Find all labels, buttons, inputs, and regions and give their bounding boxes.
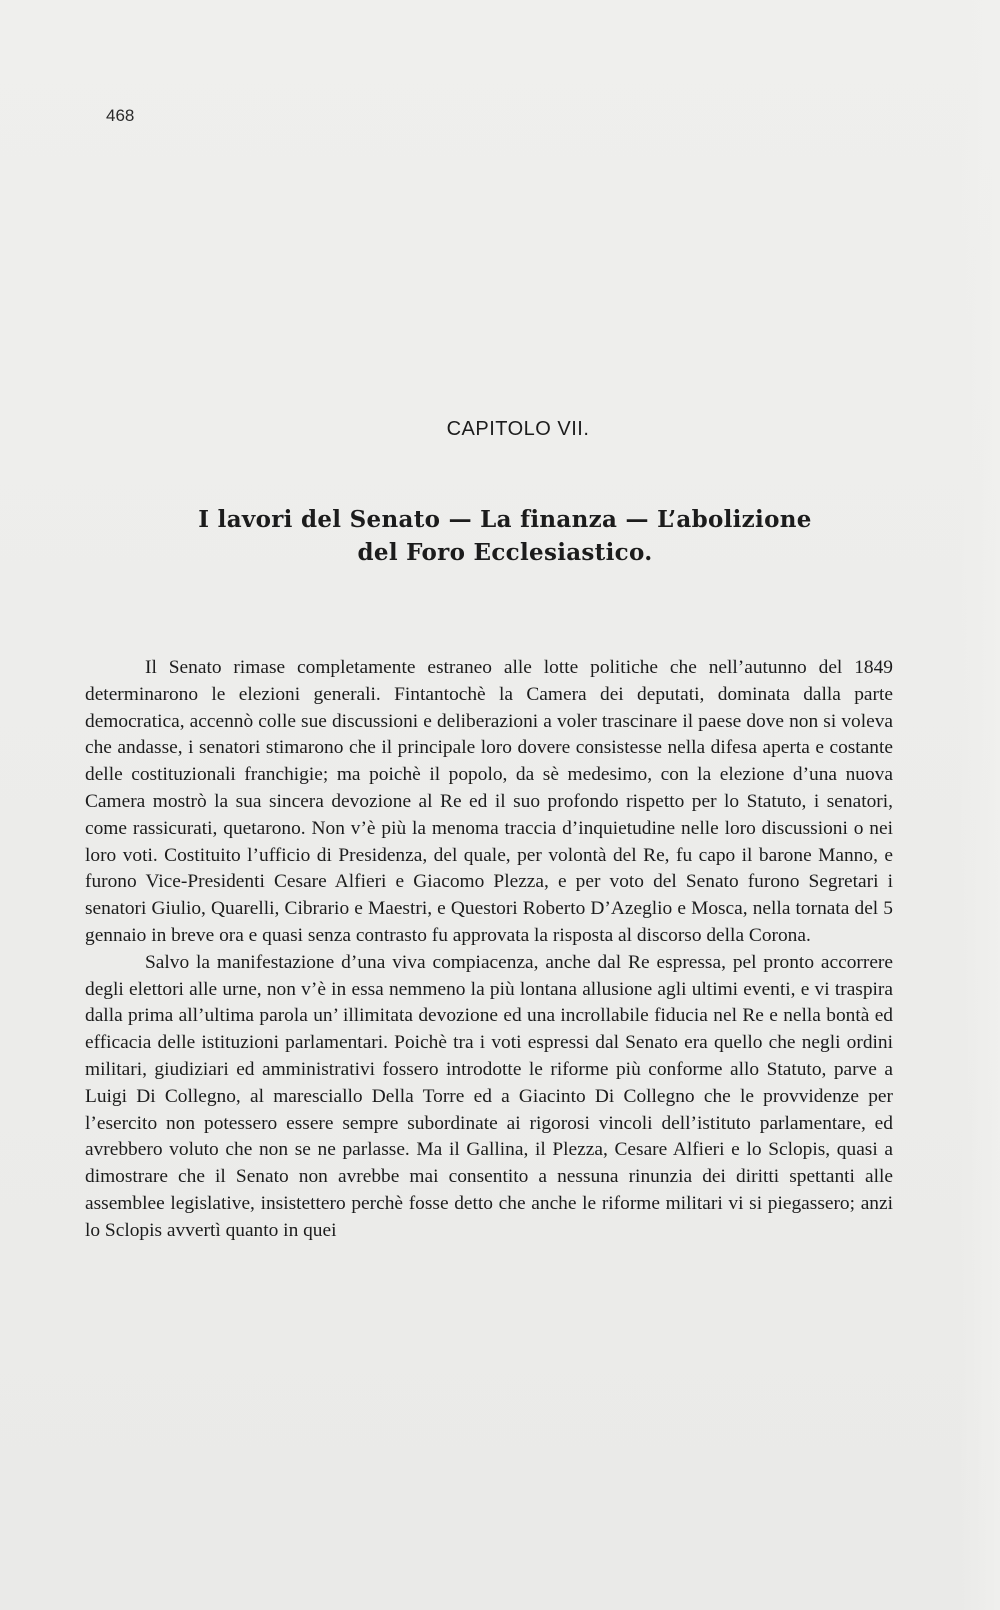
- paragraph-1: Il Senato rimase completamente estraneo alle lotte politiche che nell’autunno del 1849 determinarono le elezioni generali. Fintantochè la Camera dei deputati, dominata dalla parte democratica, accennò colle sue discussioni e deliberazioni a voler trascinare il paese dove non si voleva che andasse, i senatori stimarono che il principale loro dovere consistesse nella difesa aperta e costante delle costituzionali franchigie; ma poichè il popolo, da sè medesimo, con la elezione d’una nuova Camera mostrò la sua sincera devozione al Re ed il suo profondo rispetto per lo Statuto, i senatori, come rassicurati, quetarono. Non v’è più la menoma traccia d’inquietudine nelle loro discussioni o nei loro voti. Costituito l’ufficio di Presidenza, del quale, per volontà del Re, fu capo il barone Manno, e furono Vice-Presidenti Cesare Alfieri e Giacomo Plezza, e per voto del Senato furono Segretari i senatori Giulio, Quarelli, Cibrario e Maestri, e Questori Roberto D’Azeglio e Mosca, nella tornata del 5 gennaio in breve ora e quasi senza contrasto fu approvata la risposta al discorso della Corona.: [85, 657, 893, 946]
- paragraph-2: Salvo la manifestazione d’una viva compiacenza, anche dal Re espressa, pel pronto accorrere degli elettori alle urne, non v’è in essa nemmeno la più lontana allusione agli ultimi eventi, e vi traspira dalla prima all’ultima parola un’ illimitata devozione ed una incrollabile fiducia nel Re e nella bontà ed efficacia delle istituzioni parlamentari. Poichè tra i voti espressi dal Senato era quello che negli ordini militari, giudiziari ed amministrativi fossero introdotte le riforme più conforme allo Statuto, parve a Luigi Di Collegno, al maresciallo Della Torre ed a Giacinto Di Collegno che le provvidenze per l’esercito non potessero essere sempre subordinate ai rigorosi vincoli dell’istituto parlamentare, ed avrebbero voluto che non se ne parlasse. Ma il Gallina, il Plezza, Cesare Alfieri e lo Sclopis, quasi a dimostrare che il Senato non avrebbe mai consentito a nessuna rinunzia dei diritti spettanti alle assemblee legislative, insistettero perchè fosse detto che anche le riforme militari vi si piegassero; anzi lo Sclopis avvertì quanto in quei: [85, 951, 893, 1241]
- chapter-title-line-1: I lavori del Senato — La finanza — L’abolizione: [198, 506, 812, 533]
- chapter-title: [110, 503, 900, 569]
- page-number: 468: [106, 106, 135, 125]
- page-edge-shadow: [960, 0, 1000, 1610]
- body-text: [85, 655, 893, 1245]
- chapter-label: CAPITOLO VII.: [446, 418, 590, 440]
- chapter-title-line-2: del Foro Ecclesiastico.: [357, 539, 653, 566]
